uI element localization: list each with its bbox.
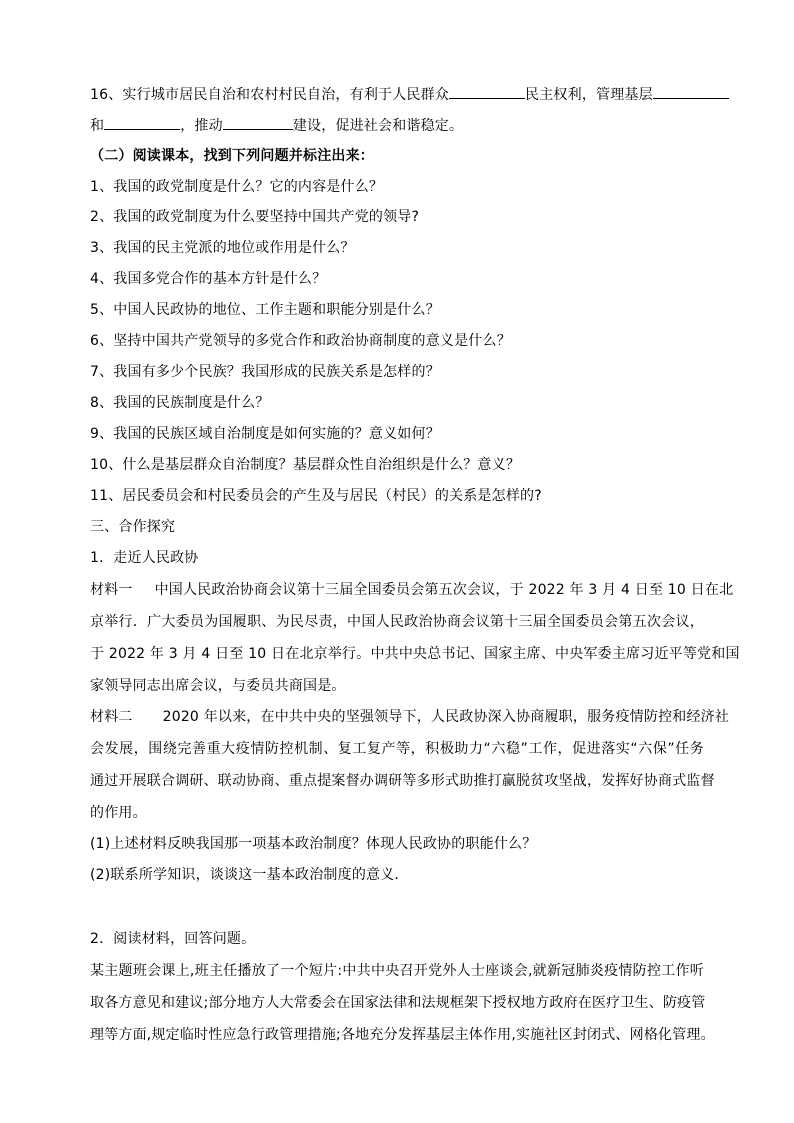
material-2-line-2: 会发展，围绕完善重大疫情防控机制、复工复产等，积极助力“六稳”工作，促进落实“六保”任务 <box>90 741 704 757</box>
part-2-line-2: 取各方意见和建议;部分地方人大常委会在国家法律和法规框架下授权地方政府在医疗卫生、防疫管 <box>90 995 706 1011</box>
material-1-text: 中国人民政治协商会议第十三届全国委员会第五次会议，于 2022 年 3 月 4 日至 10 日在北 <box>154 582 734 598</box>
question-item: 10、什么是基层群众自治制度？基层群众性自治组织是什么？意义？ <box>90 457 521 473</box>
question-item: 1、我国的政党制度是什么？它的内容是什么？ <box>90 179 384 195</box>
question-16-text-a: 16、实行城市居民自治和农村村民自治，有利于人民群众 <box>90 87 450 103</box>
sub-question-2: (2)联系所学知识，谈谈这一基本政治制度的意义． <box>90 867 409 883</box>
material-2-text: 2020 年以来，在中共中央的坚强领导下，人民政协深入协商履职，服务疫情防控和经济社 <box>162 709 730 725</box>
material-1-line-2: 京举行．广大委员为国履职、为民尽责，中国人民政治协商会议第十三届全国委员会第五次会议， <box>90 614 704 630</box>
material-1-line-4: 家领导同志出席会议，与委员共商国是。 <box>90 678 346 694</box>
part-2-line-3: 理等方面,规定临时性应急行政管理措施;各地充分发挥基层主体作用,实施社区封闭式、网格化管理。 <box>90 1027 715 1043</box>
part-2-line-1: 某主题班会课上,班主任播放了一个短片:中共中央召开党外人士座谈会,就新冠肺炎疫情防控工作听 <box>90 963 704 979</box>
question-item: 3、我国的民主党派的地位或作用是什么？ <box>90 240 355 256</box>
question-item: 2、我国的政党制度为什么要坚持中国共产党的领导? <box>90 209 420 225</box>
section-2-heading: （二）阅读课本，找到下列问题并标注出来： <box>90 148 374 164</box>
question-item: 6、坚持中国共产党领导的多党合作和政治协商制度的意义是什么？ <box>90 333 511 349</box>
fill-blank[interactable] <box>223 115 293 130</box>
question-16-line-2 <box>90 115 463 136</box>
material-1-line-3: 于 2022 年 3 月 4 日至 10 日在北京举行。中共中央总书记、国家主席、中央军委主席习近平等党和国 <box>90 646 740 662</box>
material-2-line-3: 通过开展联合调研、联动协商、重点提案督办调研等多形式助推打赢脱贫攻坚战，发挥好协商式监督 <box>90 773 715 789</box>
part-2-heading: 2．阅读材料，回答问题。 <box>90 931 256 947</box>
question-item: 5、中国人民政协的地位、工作主题和职能分别是什么？ <box>90 302 440 318</box>
question-item: 7、我国有多少个民族？我国形成的民族关系是怎样的？ <box>90 364 440 380</box>
part-1-heading: 1．走近人民政协 <box>90 550 199 566</box>
question-item: 4、我国多党合作的基本方针是什么？ <box>90 271 327 287</box>
material-2-line-1 <box>90 707 730 727</box>
fill-blank[interactable] <box>653 84 729 99</box>
section-3-heading: 三、合作探究 <box>90 519 176 535</box>
question-item: 9、我国的民族区域自治制度是如何实施的？意义如何？ <box>90 426 440 442</box>
sub-question-1: (1)上述材料反映我国那一项基本政治制度？体现人民政协的职能什么？ <box>90 836 537 852</box>
material-2-line-4: 的作用。 <box>90 805 147 821</box>
question-16-text-b: 民主权利，管理基层 <box>525 87 653 103</box>
question-16-text-e: 建设，促进社会和谐稳定。 <box>292 118 464 134</box>
question-item: 11、居民委员会和村民委员会的产生及与居民（村民）的关系是怎样的? <box>90 488 542 504</box>
question-16-text-d: ，推动 <box>180 118 223 134</box>
material-2-label: 材料二 <box>90 709 133 725</box>
fill-blank[interactable] <box>104 115 180 130</box>
material-1-line-1 <box>90 580 734 600</box>
fill-blank[interactable] <box>449 84 525 99</box>
question-16-text-c: 和 <box>90 118 105 134</box>
question-16-line-1 <box>90 84 729 105</box>
material-1-label: 材料一 <box>90 582 133 598</box>
question-item: 8、我国的民族制度是什么？ <box>90 395 270 411</box>
